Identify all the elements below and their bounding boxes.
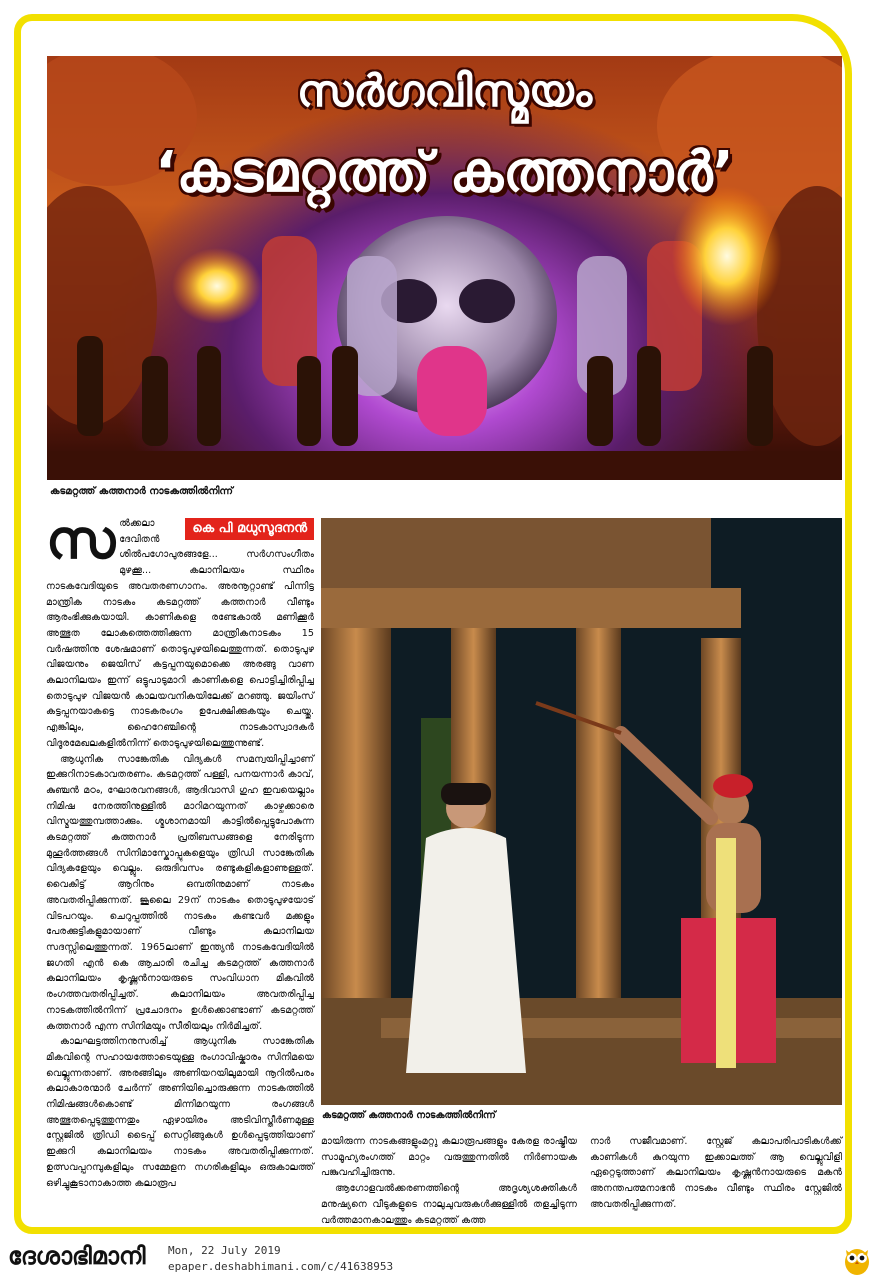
byline-badge: കെ പി മധുസൂദനൻ bbox=[185, 518, 314, 540]
photo2-caption: കടമറ്റത്ത് കത്തനാർ നാടകത്തിൽനിന്ന് bbox=[322, 1110, 496, 1121]
masthead-logo: ദേശാഭിമാനി bbox=[8, 1242, 146, 1270]
epaper-footer bbox=[0, 1238, 877, 1280]
edition-date: Mon, 22 July 2019 bbox=[168, 1244, 281, 1257]
epaper-url[interactable]: epaper.deshabhimani.com/c/41638953 bbox=[168, 1260, 394, 1273]
owl-logo-icon bbox=[843, 1244, 871, 1276]
article-paragraph-2: ആധുനിക സാങ്കേതിക വിദ്യകൾ സമന്വയിപ്പിച്ചാണ് ഇക്കുറിനാടകാവതരണം. കടമറ്റത്ത് പള്ളി, പനയന്നാർ കാവ്, കുഞ്ചൻ മഠം, ഘോരവനങ്ങൾ, ആദിവാസി ഗുഹ ഇവയെല്ലാം നിമിഷ നേരത്തിനുള്ളിൽ മാറിമറയുന്നത് കാഴ്ചക്കാരെ വിസ്മയത്തുമ്പത്താക്കും. ശ്മശാനമായി കാട്ടിൽപ്പെട്ടുപോകുന്ന കടമറ്റത്ത് കത്തനാർ പ്രതിബന്ധങ്ങളെ നേരിടുന്ന മുഹൂർത്തങ്ങൾ സിനിമാസ്കോപ്പുകളെയും ത്രിഡി സാങ്കേതിക വിദ്യകളേയും വെല്ലും. ഒരുദിവസം രണ്ടുകളികളാണുള്ളത്. വൈകിട്ട് ആറിനും ഒമ്പതിനുമാണ് നാടകം അവതരിപ്പിക്കുന്നത്. ജൂലൈ 29ന് നാടകം തൊടുപുഴയോട് വിടപറയും. ചെറുപ്പത്തിൽ നാടകം കണ്ടവർ മക്കളും പേരക്കുട്ടികളുമായാണ് വീണ്ടും കലാനിലയ സദസ്സിലെത്തുന്നത്. 1965ലാണ് ഇന്ത്യൻ നാടകവേദിയിൽ ജഗതി എൻ കെ ആചാരി രചിച്ച കടമറ്റത്ത് കത്തനാർ കലാനിലയം കൃഷ്ണൻനായരുടെ സംവിധാന മികവിൽ രംഗത്തവതരിപ്പിച്ചത്. കലാനിലയം അവതരിപ്പിച്ച നാടകത്തിൽനിന്ന് പ്രചോദനം ഉൾക്കൊണ്ടാണ് കടമറ്റത്ത് കത്തനാർ എന്ന സിനിമയും സീരിയലും നിർമിച്ചത്. bbox=[46, 753, 314, 1032]
article-column-right bbox=[590, 1134, 842, 1213]
headline-kicker: സർഗവിസ്മയം bbox=[296, 66, 593, 117]
article-column-middle bbox=[321, 1134, 577, 1228]
dropcap: സ bbox=[46, 508, 116, 571]
article-column-left bbox=[46, 508, 314, 1191]
headline-title: ‘കടമറ്റത്ത് കത്തനാർ’ bbox=[155, 140, 734, 205]
article-paragraph-5: ആഗോളവൽക്കരണത്തിന്റെ അദൃശ്യശക്തികൾ മനുഷ്യനെ വീടുകളുടെ നാലുചുവരുകൾക്കുള്ളിൽ തളച്ചിടുന്ന വർത്തമാനകാലത്തും കടമറ്റത്ത് കത്ത bbox=[321, 1183, 577, 1226]
stage-photo-2 bbox=[321, 518, 842, 1105]
article-paragraph-1: ൽക്കലാ ദേവിതൻ ശിൽപഗോപുരങ്ങളേ... സർഗസംഗീതം മുഴക്കൂ... കലാനിലയം സ്ഥിരം നാടകവേദിയുടെ അവതരണഗാനം. അരനൂറ്റാണ്ട് പിന്നിട്ട മാന്ത്രിക നാടകം കടമറ്റത്ത് കത്തനാർ വീണ്ടും ആരംഭിക്കുകയായി. കാണികളെ രണ്ടേകാൽ മണിക്കൂർ അത്ഭുത ലോകത്തെത്തിക്കുന്ന മാന്ത്രികനാടകം 15 വർഷത്തിനു ശേഷമാണ് തൊടുപുഴയിലെത്തുന്നത്. തൊടുപുഴ വിജയനും ജെയിസ് കട്ടപ്പനയുമൊക്കെ അരങ്ങു വാണ കലാനിലയം ഇന്ന് ഒട്ടുപാടുമാറി കാണികളെ പൊട്ടിച്ചിരിപ്പിച്ച തൊടുപുഴ വിജയൻ കാലയവനികയിലേക്ക് മറഞ്ഞു. ജയിംസ് കട്ടപ്പനയാകട്ടെ നാടകരംഗം ഉപേക്ഷിക്കുകയും ചെയ്തു. എങ്കിലും, ഹൈറേഞ്ചിന്റെ നാടകാസ്വാദകർ വിദൂരമേഖലകളിൽനിന്ന് തൊടുപുഴയിലെത്തുന്നുണ്ട്. bbox=[46, 518, 314, 749]
article-paragraph-3: കാലഘട്ടത്തിനനുസരിച്ച് ആധുനിക സാങ്കേതിക മികവിന്റെ സഹായത്തോടെയുള്ള രംഗാവിഷ്കാരം സിനിമയെ വെല്ലുന്നതാണ്. അരങ്ങിലും അണിയറയിലുമായി നൂറിൽപരം കലാകാരന്മാർ ചേർന്ന് അണിയിച്ചൊരുക്കുന്ന നാടകത്തിൽ നിമിഷങ്ങൾകൊണ്ട് മിന്നിമറയുന്ന രംഗങ്ങൾ അത്ഭുതപ്പെടുത്തുന്നതും ഏഴായിരം അടിവിസ്തീർണമുള്ള സ്റ്റേജിൽ ത്രിഡി ടൈപ്പ് സെറ്റിങ്ങുകൾ ഉൾപ്പെടുത്തിയാണ് ഇക്കുറി കലാനിലയം നാടകം അവതരിപ്പിക്കുന്നത്. ഉത്സവപ്പറമ്പുകളിലും സമ്മേളന നഗരികളിലും ഒരുകാലത്ത് ഒഴിച്ചുകൂടാനാകാത്ത കലാരൂപ bbox=[46, 1036, 314, 1189]
article-paragraph-4: മായിരുന്ന നാടകങ്ങളുംമറ്റു കലാരൂപങ്ങളും കേരള രാഷ്ട്രീയ സാമൂഹ്യരംഗത്ത് മാറ്റം വരുത്തുന്നതിൽ നിർണായക പങ്കുവഹിച്ചിരുന്നു. bbox=[321, 1136, 577, 1179]
hero-photo bbox=[47, 56, 842, 480]
article-paragraph-6: നാർ സജീവമാണ്. സ്റ്റേജ് കലാപരിപാടികൾക്ക് കാണികൾ കുറയുന്ന ഇക്കാലത്ത് ആ വെല്ലുവിളി ഏറ്റെടുത്താണ് കലാനിലയം കൃഷ്ണൻനായരുടെ മകൻ അനന്തപത്മനാഭൻ നാടകം വീണ്ടും സ്ഥിരം സ്റ്റേജിൽ അവതരിപ്പിക്കുന്നത്. bbox=[590, 1136, 842, 1210]
temple-scene-illustration bbox=[321, 518, 842, 1105]
stage-scene-illustration bbox=[47, 56, 842, 480]
hero-caption: കടമറ്റത്ത് കത്തനാർ നാടകത്തിൽനിന്ന് bbox=[50, 486, 233, 497]
